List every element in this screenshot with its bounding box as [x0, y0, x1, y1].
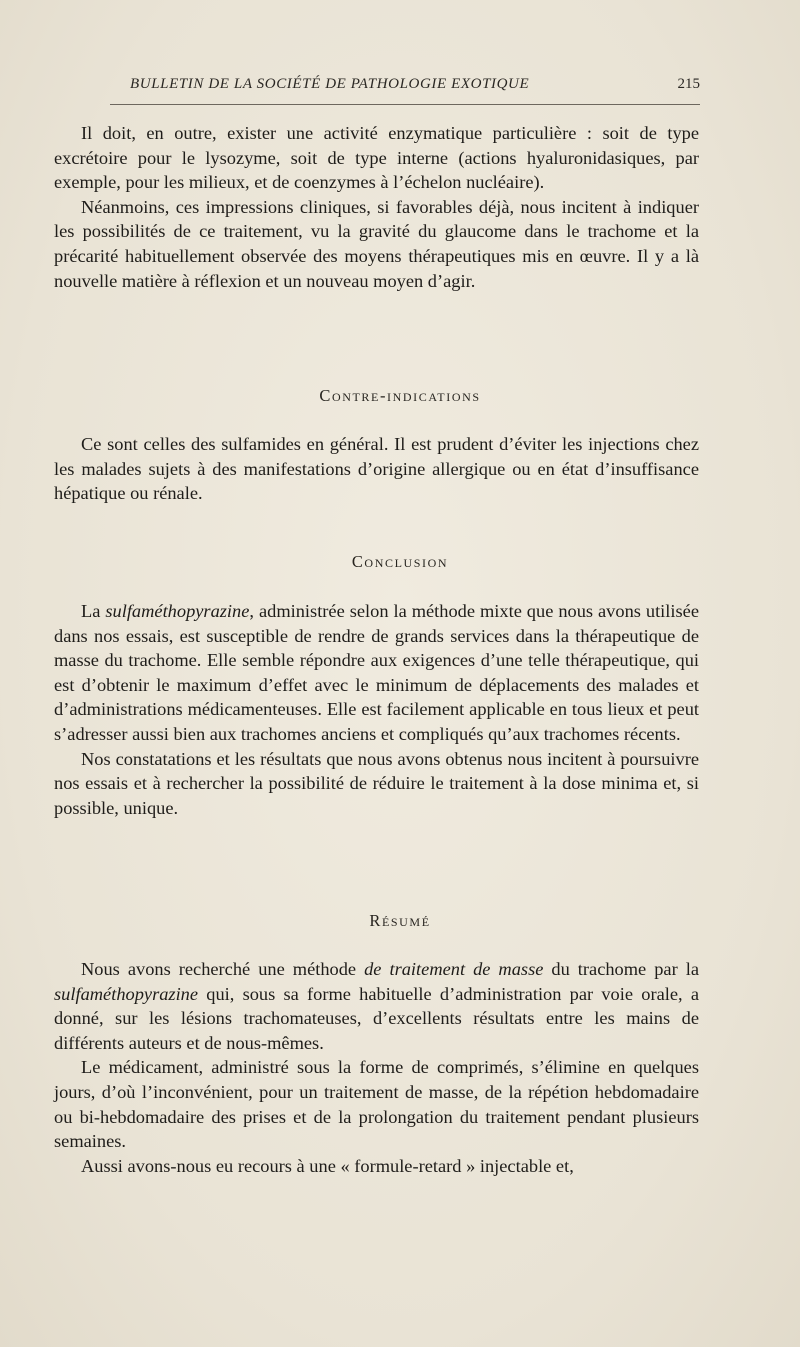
intro-section — [54, 121, 699, 293]
resume-p1-b: du trachome par la — [551, 959, 699, 979]
resume-paragraph-2: Le médicament, administré sous la forme de comprimés, s’élimine en quelques jours, d’où l’inconvénient, pour un traitement de masse, de la répétion hebdomadaire ou bi-hebdomadaire des prises et de la prolongation du traitement pendant plusieurs semaines. — [54, 1057, 699, 1152]
drug-name: sulfaméthopyrazine — [105, 601, 250, 621]
contre-indications-heading: Contre-indications — [319, 386, 481, 405]
resume-heading: Résumé — [369, 911, 431, 930]
resume-paragraph-1 — [54, 957, 699, 1055]
resume-paragraph-3: Aussi avons-nous eu recours à une « formule-retard » injectable et, — [81, 1155, 574, 1176]
running-title: BULLETIN DE LA SOCIÉTÉ DE PATHOLOGIE EXOTIQUE — [130, 76, 530, 92]
conclusion-p1-start: La — [81, 601, 101, 621]
resume-p1-c: qui, sous sa forme habituelle d’administration par voie orale, a donné, sur les lésions trachomateuses, d’excellents résultats entre les mains de différents auteurs et de nous-mêmes. — [54, 983, 699, 1053]
conclusion-paragraph-1 — [54, 599, 699, 747]
resume-p1-em2: sulfaméthopyrazine — [54, 983, 199, 1004]
contre-indications-paragraph: Ce sont celles des sulfamides en général. Il est prudent d’éviter les injections chez les malades sujets à des manifestations d’origine allergique ou en état d’insuffisance hépatique ou rénale. — [54, 434, 699, 504]
intro-paragraph-2: Néanmoins, ces impressions cliniques, si favorables déjà, nous incitent à indiquer les possibilités de ce traitement, vu la gravité du glaucome dans le trachome et la précarité habituellement observée des moyens thérapeutiques mis en œuvre. Il y a là nouvelle matière à réflexion et un nouveau moyen d’agir. — [54, 196, 699, 291]
running-header — [110, 76, 700, 102]
contre-indications-section — [54, 432, 699, 506]
conclusion-p1-rest: , administrée selon la méthode mixte que nous avons utilisée dans nos essais, est susceptible de rendre de grands services dans la thérapeutique de masse du trachome. Elle semble répondre aux exigences d’une telle thérapeutique, qui est d’obtenir le maximum d’effet avec le minimum de déplacements des malades et d’administrations médicamenteuses. Elle est facilement applicable en tous lieux et peut s’adresser aussi bien aux trachomes anciens et compliqués qu’aux trachomes récents. — [54, 601, 699, 744]
intro-paragraph-1: Il doit, en outre, exister une activité enzymatique particulière : soit de type excrétoire pour le lysozyme, soit de type interne (actions hyaluronidasiques, par exemple, pour les milieux, et de coenzymes à l’échelon nucléaire). — [54, 123, 699, 193]
conclusion-section — [54, 599, 699, 820]
page-number: 215 — [677, 76, 700, 92]
resume-p1-a: Nous avons recherché une méthode — [81, 959, 357, 979]
conclusion-paragraph-2: Nos constatations et les résultats que nous avons obtenus nous incitent à poursuivre nos essais et à rechercher la possibilité de réduire le traitement à la dose minima et, si possible, unique. — [54, 748, 699, 818]
conclusion-heading: Conclusion — [351, 552, 449, 571]
resume-section — [54, 957, 699, 1178]
header-rule — [110, 104, 700, 105]
resume-p1-em1: de traitement de masse — [364, 959, 544, 979]
